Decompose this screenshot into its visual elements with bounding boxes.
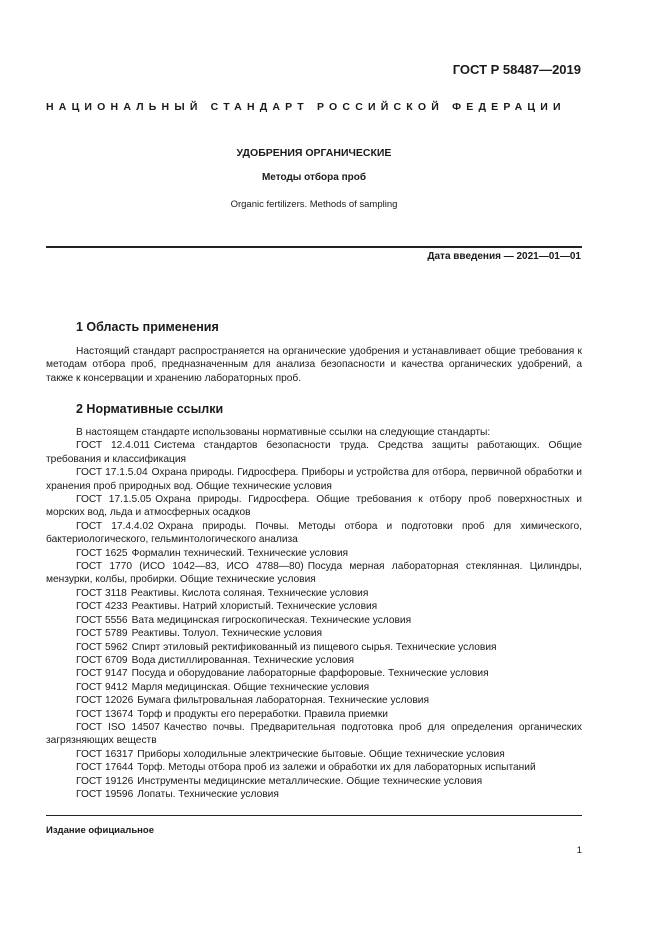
footer-divider bbox=[46, 815, 582, 816]
page-number: 1 bbox=[576, 845, 582, 856]
reference-title: Торф и продукты его переработки. Правила приемки bbox=[137, 708, 388, 720]
reference-code: ГОСТ 17.4.4.02 bbox=[76, 520, 154, 532]
document-title: УДОБРЕНИЯ ОРГАНИЧЕСКИЕ bbox=[236, 147, 392, 159]
reference-item bbox=[46, 748, 582, 761]
reference-item bbox=[46, 587, 582, 600]
reference-code: ГОСТ 1770 (ИСО 1042—83, ИСО 4788—80) bbox=[76, 561, 304, 573]
reference-title: Посуда мерная лабораторная стеклянная. Цилиндры, мензурки, колбы, пробирки. Общие технические условия bbox=[46, 561, 582, 586]
reference-code: ГОСТ 3118 bbox=[76, 587, 127, 599]
reference-title: Вода дистиллированная. Технические условия bbox=[131, 654, 354, 666]
standard-code: ГОСТ Р 58487—2019 bbox=[452, 62, 581, 77]
national-standard-banner: НАЦИОНАЛЬНЫЙ СТАНДАРТ РОССИЙСКОЙ ФЕДЕРАЦИИ bbox=[46, 101, 566, 113]
reference-title: Инструменты медицинские металлические. Общие технические условия bbox=[137, 775, 483, 787]
reference-item bbox=[46, 547, 582, 560]
reference-item bbox=[46, 775, 582, 788]
reference-code: ГОСТ 5962 bbox=[76, 641, 128, 653]
reference-item bbox=[46, 667, 582, 680]
reference-title: Реактивы. Кислота соляная. Технические условия bbox=[130, 587, 369, 599]
reference-code: ГОСТ 17644 bbox=[76, 762, 134, 774]
reference-code: ГОСТ 19596 bbox=[76, 788, 134, 800]
reference-title: Реактивы. Толуол. Технические условия bbox=[131, 628, 323, 640]
reference-item bbox=[46, 761, 582, 774]
reference-title: Охрана природы. Почвы. Методы отбора и подготовки проб для химического, бактериологического, гельминтологического анализа bbox=[46, 520, 582, 546]
document-subtitle: Методы отбора проб bbox=[261, 172, 367, 183]
reference-code: ГОСТ 5556 bbox=[76, 614, 128, 626]
reference-code: ГОСТ 1625 bbox=[76, 547, 128, 559]
reference-item bbox=[46, 520, 582, 547]
reference-item bbox=[46, 681, 582, 694]
reference-title: Бумага фильтровальная лабораторная. Технические условия bbox=[137, 695, 429, 707]
introduction-date: Дата введения — 2021—01—01 bbox=[427, 251, 581, 262]
reference-item bbox=[46, 721, 582, 748]
document-title-english: Organic fertilizers. Methods of sampling bbox=[230, 199, 398, 210]
reference-item bbox=[46, 641, 582, 654]
normative-references bbox=[46, 426, 582, 801]
reference-code: ГОСТ 5789 bbox=[76, 628, 128, 640]
reference-item bbox=[46, 493, 582, 520]
reference-title: Система стандартов безопасности труда. Средства защиты работающих. Общие требования и классификация bbox=[46, 440, 582, 465]
reference-item bbox=[46, 439, 582, 466]
reference-title: Охрана природы. Гидросфера. Приборы и устройства для отбора, первичной обработки и хранения проб природных вод. Общие технические условия bbox=[46, 467, 582, 492]
reference-title: Приборы холодильные электрические бытовые. Общие технические условия bbox=[137, 748, 505, 760]
reference-code: ГОСТ 12026 bbox=[76, 695, 134, 707]
reference-code: ГОСТ 12.4.011 bbox=[76, 440, 150, 452]
reference-item bbox=[46, 627, 582, 640]
edition-label: Издание официальное bbox=[46, 825, 154, 836]
reference-item bbox=[46, 654, 582, 667]
reference-title: Спирт этиловый ректификованный из пищевого сырья. Технические условия bbox=[131, 641, 497, 653]
reference-title: Вата медицинская гигроскопическая. Технические условия bbox=[131, 614, 412, 626]
title-divider bbox=[46, 246, 582, 248]
reference-code: ГОСТ 9412 bbox=[76, 681, 128, 693]
reference-title: Лопаты. Технические условия bbox=[137, 788, 279, 800]
reference-code: ГОСТ ISO 14507 bbox=[76, 721, 160, 733]
reference-title: Марля медицинская. Общие технические условия bbox=[131, 681, 370, 693]
reference-title: Формалин технический. Технические условия bbox=[131, 547, 349, 559]
reference-item bbox=[46, 788, 582, 801]
reference-code: ГОСТ 19126 bbox=[76, 775, 134, 787]
reference-item bbox=[46, 600, 582, 613]
reference-title: Посуда и оборудование лабораторные фарфоровые. Технические условия bbox=[131, 668, 489, 680]
reference-code: ГОСТ 6709 bbox=[76, 654, 128, 666]
reference-code: ГОСТ 13674 bbox=[76, 708, 134, 720]
reference-item bbox=[46, 560, 582, 587]
reference-list bbox=[46, 439, 582, 801]
reference-title: Охрана природы. Гидросфера. Общие требования к отбору проб поверхностных и морских вод, льда и атмосферных осадков bbox=[46, 494, 582, 519]
section-1-text: Настоящий стандарт распространяется на органические удобрения и устанавливает общие требования к методам отбора проб, предназначенным для анализа безопасности и качества органических удобрений, а также к консервации и хранению лабораторных проб. bbox=[46, 346, 582, 384]
reference-item bbox=[46, 694, 582, 707]
section-2-heading: 2 Нормативные ссылки bbox=[76, 402, 224, 416]
reference-item bbox=[46, 466, 582, 493]
reference-code: ГОСТ 16317 bbox=[76, 748, 134, 760]
reference-title: Качество почвы. Предварительная подготовка проб для определения органических загрязняющих веществ bbox=[46, 721, 582, 747]
references-intro: В настоящем стандарте использованы нормативные ссылки на следующие стандарты: bbox=[76, 427, 491, 438]
reference-item bbox=[46, 614, 582, 627]
reference-code: ГОСТ 17.1.5.04 bbox=[76, 467, 148, 479]
section-1-heading: 1 Область применения bbox=[76, 320, 219, 334]
reference-code: ГОСТ 4233 bbox=[76, 601, 128, 613]
reference-code: ГОСТ 9147 bbox=[76, 668, 128, 680]
reference-item bbox=[46, 708, 582, 721]
reference-title: Торф. Методы отбора проб из залежи и обработки их для лабораторных испытаний bbox=[137, 762, 536, 774]
reference-title: Реактивы. Натрий хлористый. Технические условия bbox=[131, 601, 378, 613]
reference-code: ГОСТ 17.1.5.05 bbox=[76, 494, 152, 506]
